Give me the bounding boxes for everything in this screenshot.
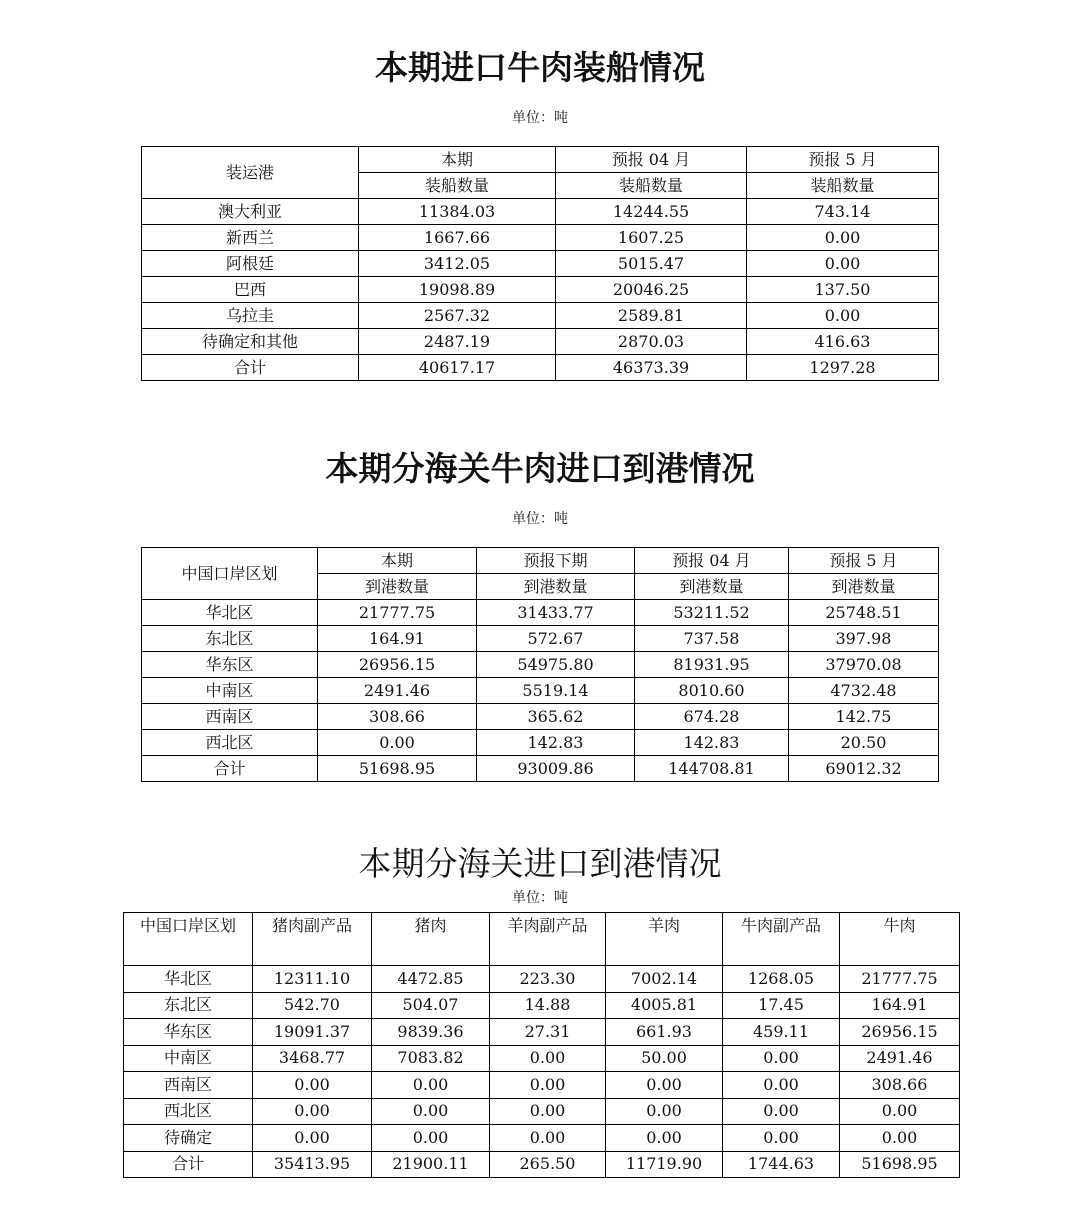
table-cell: 澳大利亚 <box>142 199 359 225</box>
shipment-unit-label: 单位：吨 <box>512 110 568 126</box>
table-cell: 0.00 <box>253 1098 372 1125</box>
header-cell: 到港数量 <box>789 574 939 600</box>
table-row <box>142 678 939 704</box>
table-row <box>142 303 939 329</box>
header-cell: 预报 04 月 <box>556 147 747 173</box>
table-cell: 265.50 <box>490 1151 606 1178</box>
table-cell: 1667.66 <box>359 225 556 251</box>
table-cell: 223.30 <box>490 966 606 993</box>
table-cell: 合计 <box>124 1151 253 1178</box>
table-cell: 7002.14 <box>606 966 723 993</box>
table-cell: 2487.19 <box>359 329 556 355</box>
table-cell: 1297.28 <box>747 355 939 381</box>
table-cell: 0.00 <box>606 1125 723 1152</box>
table-cell: 8010.60 <box>635 678 789 704</box>
table-cell: 137.50 <box>747 277 939 303</box>
table-cell: 0.00 <box>490 1072 606 1099</box>
table-cell: 81931.95 <box>635 652 789 678</box>
table-cell: 19098.89 <box>359 277 556 303</box>
table-cell: 合计 <box>142 756 318 782</box>
table-cell: 新西兰 <box>142 225 359 251</box>
table-cell: 0.00 <box>606 1072 723 1099</box>
table-cell: 25748.51 <box>789 600 939 626</box>
table-cell: 661.93 <box>606 1019 723 1046</box>
table-cell: 0.00 <box>747 251 939 277</box>
header-cell: 本期 <box>359 147 556 173</box>
table-cell: 3468.77 <box>253 1045 372 1072</box>
table-cell: 东北区 <box>142 626 318 652</box>
table-cell: 5519.14 <box>477 678 635 704</box>
table-cell: 308.66 <box>318 704 477 730</box>
table-cell: 504.07 <box>372 992 490 1019</box>
header-cell: 羊肉副产品 <box>490 913 606 966</box>
table-cell: 0.00 <box>372 1125 490 1152</box>
table-cell: 待确定 <box>124 1125 253 1152</box>
table-cell: 46373.39 <box>556 355 747 381</box>
table-cell: 0.00 <box>723 1045 840 1072</box>
customs-beef-unit-label: 单位：吨 <box>512 511 568 527</box>
table-cell: 0.00 <box>253 1125 372 1152</box>
customs-import-title: 本期分海关进口到港情况 <box>358 844 722 883</box>
table-cell: 11384.03 <box>359 199 556 225</box>
table-cell: 东北区 <box>124 992 253 1019</box>
table-cell: 7083.82 <box>372 1045 490 1072</box>
table-cell: 西南区 <box>124 1072 253 1099</box>
table-cell: 0.00 <box>747 303 939 329</box>
header-cell: 装运港 <box>142 147 359 199</box>
table-cell: 416.63 <box>747 329 939 355</box>
header-cell: 羊肉 <box>606 913 723 966</box>
table-cell: 2491.46 <box>318 678 477 704</box>
header-cell: 牛肉 <box>840 913 960 966</box>
table-cell: 27.31 <box>490 1019 606 1046</box>
table-cell: 华北区 <box>142 600 318 626</box>
table-cell: 中南区 <box>124 1045 253 1072</box>
table-cell: 51698.95 <box>318 756 477 782</box>
table-row <box>142 652 939 678</box>
table-cell: 50.00 <box>606 1045 723 1072</box>
table-cell: 0.00 <box>723 1125 840 1152</box>
table-cell: 1607.25 <box>556 225 747 251</box>
table-cell: 0.00 <box>490 1125 606 1152</box>
table-cell: 21777.75 <box>840 966 960 993</box>
shipment-table <box>141 146 939 381</box>
table-cell: 37970.08 <box>789 652 939 678</box>
table-row <box>124 1045 960 1072</box>
table-cell: 142.83 <box>635 730 789 756</box>
table-cell: 14244.55 <box>556 199 747 225</box>
table-cell: 144708.81 <box>635 756 789 782</box>
table-cell: 4732.48 <box>789 678 939 704</box>
table-cell: 0.00 <box>723 1072 840 1099</box>
customs-import-table <box>123 912 960 1178</box>
table-cell: 0.00 <box>606 1098 723 1125</box>
table-cell: 20.50 <box>789 730 939 756</box>
table-cell: 93009.86 <box>477 756 635 782</box>
header-cell: 猪肉副产品 <box>253 913 372 966</box>
header-cell: 装船数量 <box>359 173 556 199</box>
table-cell: 19091.37 <box>253 1019 372 1046</box>
table-cell: 365.62 <box>477 704 635 730</box>
table-cell: 40617.17 <box>359 355 556 381</box>
table-cell: 2567.32 <box>359 303 556 329</box>
header-cell: 中国口岸区划 <box>124 913 253 966</box>
table-cell: 1744.63 <box>723 1151 840 1178</box>
table-header-row <box>124 913 960 966</box>
table-row <box>142 199 939 225</box>
table-row <box>142 251 939 277</box>
header-cell: 本期 <box>318 548 477 574</box>
table-row <box>142 600 939 626</box>
table-cell: 14.88 <box>490 992 606 1019</box>
table-cell: 0.00 <box>372 1098 490 1125</box>
table-cell: 397.98 <box>789 626 939 652</box>
table-cell: 17.45 <box>723 992 840 1019</box>
table-cell: 华东区 <box>124 1019 253 1046</box>
header-cell: 到港数量 <box>318 574 477 600</box>
table-cell: 0.00 <box>490 1098 606 1125</box>
table-cell: 69012.32 <box>789 756 939 782</box>
table-cell: 4005.81 <box>606 992 723 1019</box>
table-cell: 54975.80 <box>477 652 635 678</box>
table-cell: 674.28 <box>635 704 789 730</box>
header-cell: 到港数量 <box>477 574 635 600</box>
table-cell: 164.91 <box>318 626 477 652</box>
header-cell: 预报 5 月 <box>747 147 939 173</box>
header-cell: 到港数量 <box>635 574 789 600</box>
table-row <box>142 277 939 303</box>
table-total-row <box>142 355 939 381</box>
table-cell: 西南区 <box>142 704 318 730</box>
table-cell: 0.00 <box>490 1045 606 1072</box>
table-cell: 华北区 <box>124 966 253 993</box>
table-cell: 4472.85 <box>372 966 490 993</box>
table-row <box>142 704 939 730</box>
header-cell: 预报 04 月 <box>635 548 789 574</box>
header-cell: 预报 5 月 <box>789 548 939 574</box>
table-cell: 0.00 <box>723 1098 840 1125</box>
table-cell: 35413.95 <box>253 1151 372 1178</box>
table-row <box>124 1072 960 1099</box>
header-cell: 猪肉 <box>372 913 490 966</box>
table-row <box>142 225 939 251</box>
table-cell: 459.11 <box>723 1019 840 1046</box>
table-cell: 巴西 <box>142 277 359 303</box>
table-cell: 0.00 <box>253 1072 372 1099</box>
table-cell: 53211.52 <box>635 600 789 626</box>
header-cell: 装船数量 <box>556 173 747 199</box>
table-cell: 西北区 <box>124 1098 253 1125</box>
table-header-row <box>142 147 939 173</box>
table-cell: 26956.15 <box>318 652 477 678</box>
table-cell: 21777.75 <box>318 600 477 626</box>
customs-beef-table <box>141 547 939 782</box>
table-cell: 31433.77 <box>477 600 635 626</box>
table-cell: 合计 <box>142 355 359 381</box>
table-cell: 142.75 <box>789 704 939 730</box>
table-cell: 21900.11 <box>372 1151 490 1178</box>
header-cell: 牛肉副产品 <box>723 913 840 966</box>
table-cell: 西北区 <box>142 730 318 756</box>
table-row <box>142 329 939 355</box>
table-cell: 1268.05 <box>723 966 840 993</box>
table-cell: 0.00 <box>372 1072 490 1099</box>
table-cell: 0.00 <box>747 225 939 251</box>
table-cell: 阿根廷 <box>142 251 359 277</box>
table-row <box>124 1019 960 1046</box>
table-total-row <box>142 756 939 782</box>
header-cell: 中国口岸区划 <box>142 548 318 600</box>
table-cell: 5015.47 <box>556 251 747 277</box>
table-cell: 0.00 <box>840 1098 960 1125</box>
table-row <box>124 966 960 993</box>
customs-import-unit-label: 单位：吨 <box>512 890 568 906</box>
header-cell: 装船数量 <box>747 173 939 199</box>
table-cell: 142.83 <box>477 730 635 756</box>
table-row <box>142 730 939 756</box>
table-header-row <box>142 548 939 574</box>
table-row <box>124 1098 960 1125</box>
table-row <box>142 626 939 652</box>
table-cell: 542.70 <box>253 992 372 1019</box>
table-cell: 164.91 <box>840 992 960 1019</box>
table-cell: 2491.46 <box>840 1045 960 1072</box>
table-cell: 3412.05 <box>359 251 556 277</box>
table-cell: 华东区 <box>142 652 318 678</box>
table-cell: 26956.15 <box>840 1019 960 1046</box>
table-cell: 308.66 <box>840 1072 960 1099</box>
table-cell: 乌拉圭 <box>142 303 359 329</box>
table-cell: 51698.95 <box>840 1151 960 1178</box>
table-cell: 中南区 <box>142 678 318 704</box>
header-cell: 预报下期 <box>477 548 635 574</box>
table-cell: 743.14 <box>747 199 939 225</box>
table-total-row <box>124 1151 960 1178</box>
table-cell: 572.67 <box>477 626 635 652</box>
table-cell: 待确定和其他 <box>142 329 359 355</box>
shipment-title: 本期进口牛肉装船情况 <box>375 48 705 87</box>
table-cell: 2870.03 <box>556 329 747 355</box>
table-cell: 0.00 <box>840 1125 960 1152</box>
table-cell: 737.58 <box>635 626 789 652</box>
table-row <box>124 1125 960 1152</box>
table-cell: 20046.25 <box>556 277 747 303</box>
table-cell: 12311.10 <box>253 966 372 993</box>
table-cell: 2589.81 <box>556 303 747 329</box>
table-row <box>124 992 960 1019</box>
table-cell: 0.00 <box>318 730 477 756</box>
table-cell: 11719.90 <box>606 1151 723 1178</box>
table-cell: 9839.36 <box>372 1019 490 1046</box>
customs-beef-title: 本期分海关牛肉进口到港情况 <box>325 449 755 488</box>
